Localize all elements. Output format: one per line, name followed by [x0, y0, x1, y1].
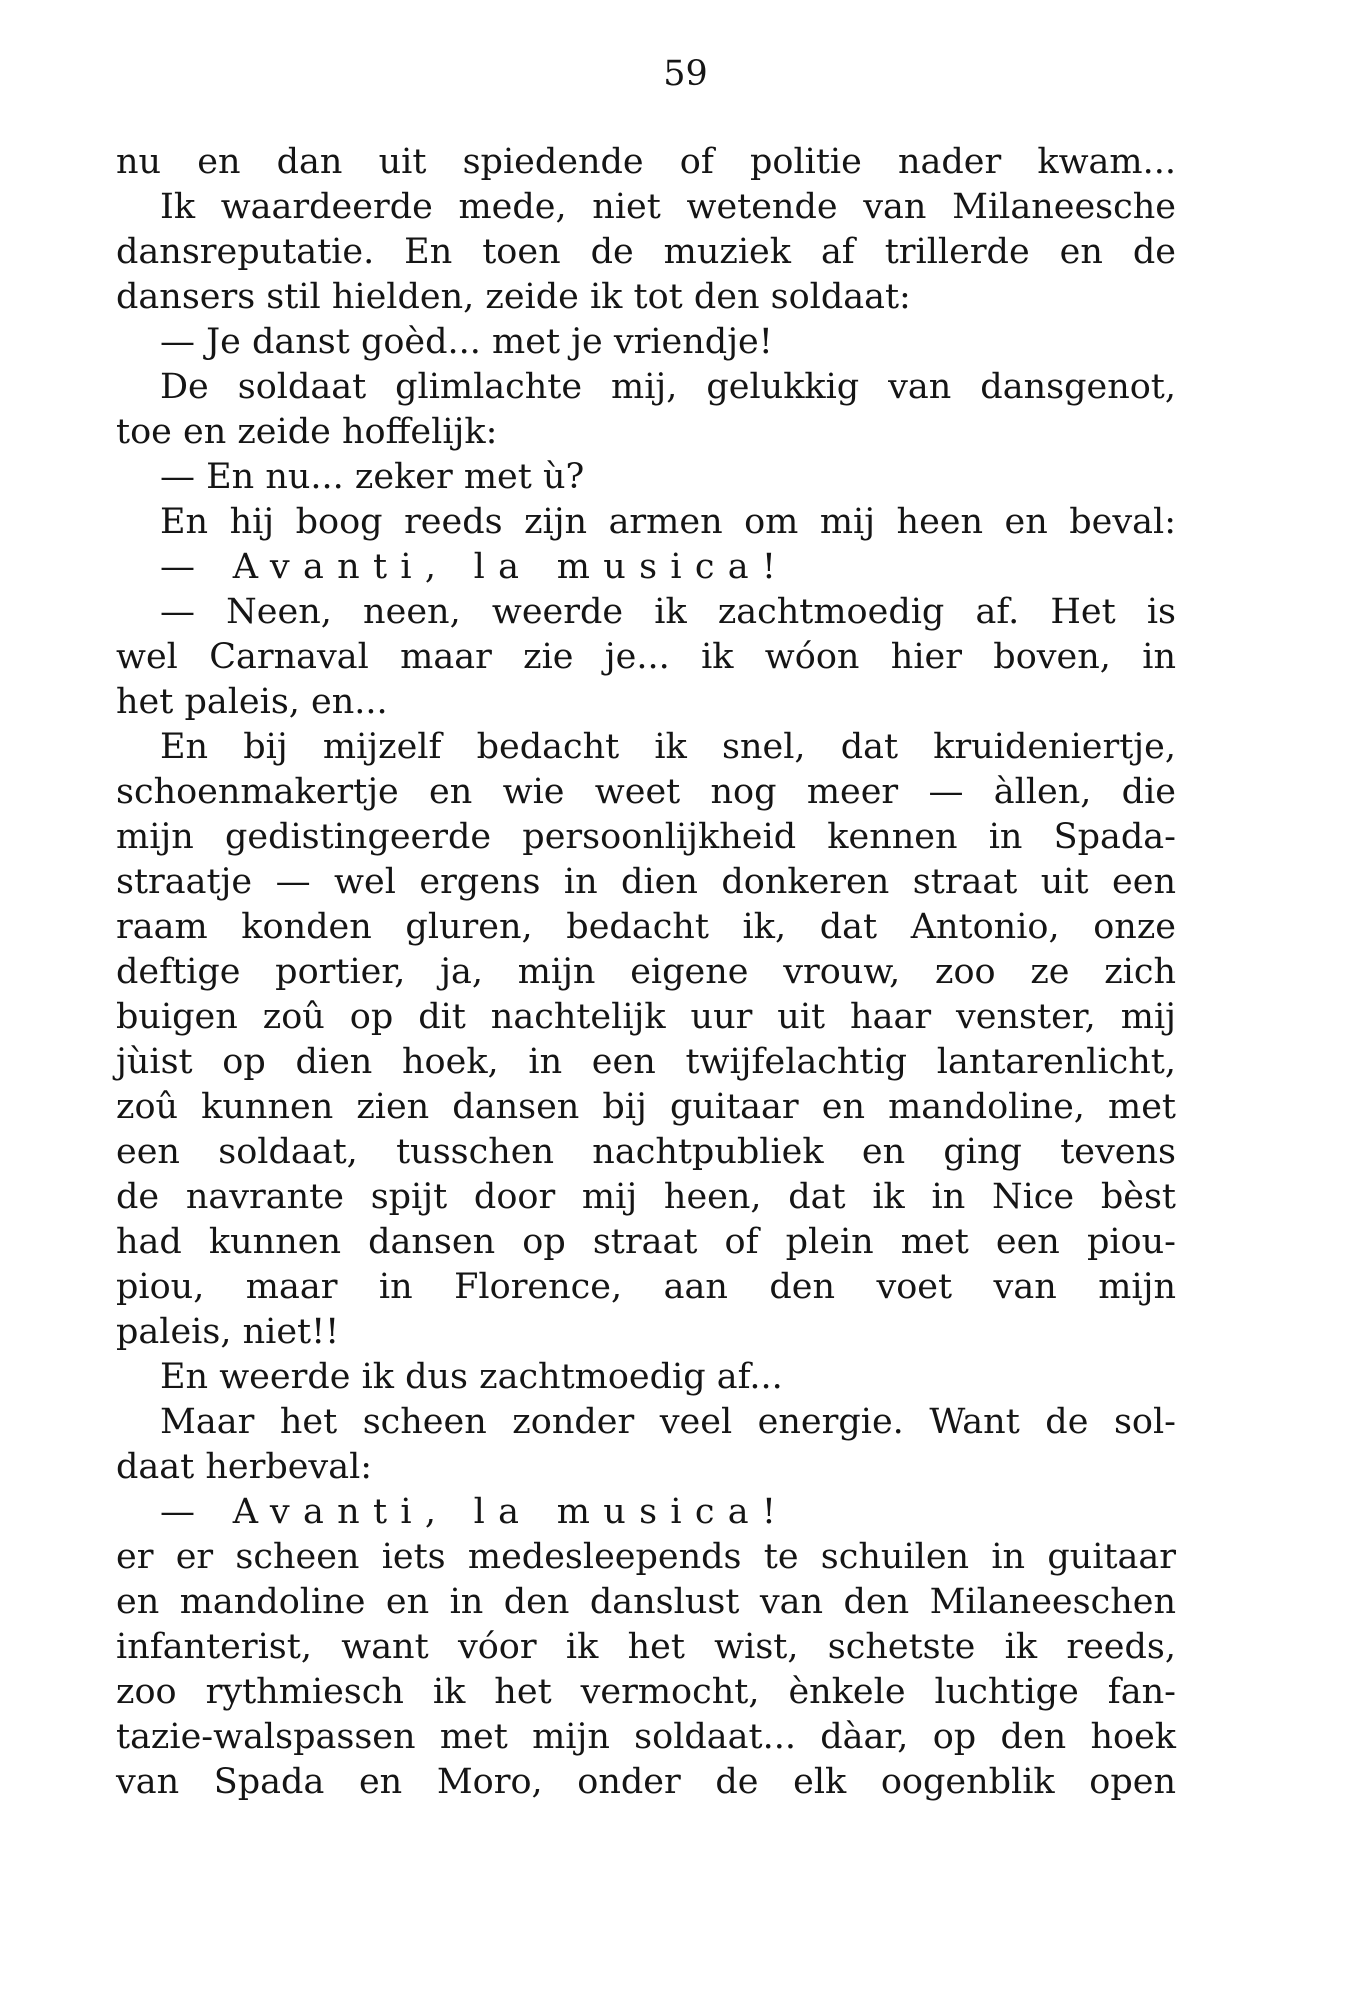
- text-line: piou, maar in Florence, aan den voet van mijn: [116, 1267, 1176, 1307]
- text-line: jùist op dien hoek, in een twijfelachtig lantarenlicht,: [116, 1042, 1176, 1082]
- text-line: toe en zeide hoffelijk:: [116, 412, 498, 452]
- text-line: — Avanti, la musica!: [160, 1492, 790, 1532]
- text-line: De soldaat glimlachte mij, gelukkig van dansgenot,: [160, 367, 1176, 407]
- text-line: had kunnen dansen op straat of plein met een piou-: [116, 1222, 1176, 1262]
- text-line: de navrante spijt door mij heen, dat ik in Nice bèst: [116, 1177, 1176, 1217]
- text-line: tazie-walspassen met mijn soldaat... dàar, op den hoek: [116, 1717, 1176, 1757]
- text-line: een soldaat, tusschen nachtpubliek en ging tevens: [116, 1132, 1176, 1172]
- text-line: En weerde ik dus zachtmoedig af...: [160, 1357, 783, 1397]
- text-line: — En nu... zeker met ù?: [160, 457, 585, 497]
- text-line: — Avanti, la musica!: [160, 547, 790, 587]
- text-line: En bij mijzelf bedacht ik snel, dat kruideniertje,: [160, 727, 1176, 767]
- page-number: 59: [663, 54, 708, 94]
- text-line: straatje — wel ergens in dien donkeren straat uit een: [116, 862, 1176, 902]
- text-line: er er scheen iets medesleepends te schuilen in guitaar: [116, 1537, 1176, 1577]
- text-line: deftige portier, ja, mijn eigene vrouw, zoo ze zich: [116, 952, 1176, 992]
- text-line: mijn gedistingeerde persoonlijkheid kennen in Spada-: [116, 817, 1176, 857]
- text-line: dansers stil hielden, zeide ik tot den soldaat:: [116, 277, 911, 317]
- body-text: [116, 140, 1176, 1805]
- text-line: — Neen, neen, weerde ik zachtmoedig af. Het is: [160, 592, 1176, 632]
- text-line: — Je danst goèd... met je vriendje!: [160, 322, 773, 362]
- text-line: dansreputatie. En toen de muziek af trillerde en de: [116, 232, 1176, 272]
- text-line: Ik waardeerde mede, niet wetende van Milaneesche: [160, 187, 1176, 227]
- text-line: wel Carnaval maar zie je... ik wóon hier boven, in: [116, 637, 1176, 677]
- text-line: buigen zoû op dit nachtelijk uur uit haar venster, mij: [116, 997, 1176, 1037]
- text-line: En hij boog reeds zijn armen om mij heen en beval:: [160, 502, 1176, 542]
- text-line: infanterist, want vóor ik het wist, schetste ik reeds,: [116, 1627, 1176, 1667]
- text-line: het paleis, en...: [116, 682, 388, 722]
- text-line: schoenmakertje en wie weet nog meer — àllen, die: [116, 772, 1176, 812]
- text-line: en mandoline en in den danslust van den Milaneeschen: [116, 1582, 1176, 1622]
- text-line: van Spada en Moro, onder de elk oogenblik open: [116, 1762, 1176, 1802]
- text-line: zoû kunnen zien dansen bij guitaar en mandoline, met: [116, 1087, 1176, 1127]
- text-line: raam konden gluren, bedacht ik, dat Antonio, onze: [116, 907, 1176, 947]
- text-line: daat herbeval:: [116, 1447, 373, 1487]
- text-line: Maar het scheen zonder veel energie. Want de sol-: [160, 1402, 1176, 1442]
- text-line: paleis, niet!!: [116, 1312, 340, 1352]
- text-line: nu en dan uit spiedende of politie nader kwam...: [116, 142, 1176, 182]
- text-line: zoo rythmiesch ik het vermocht, ènkele luchtige fan-: [116, 1672, 1176, 1712]
